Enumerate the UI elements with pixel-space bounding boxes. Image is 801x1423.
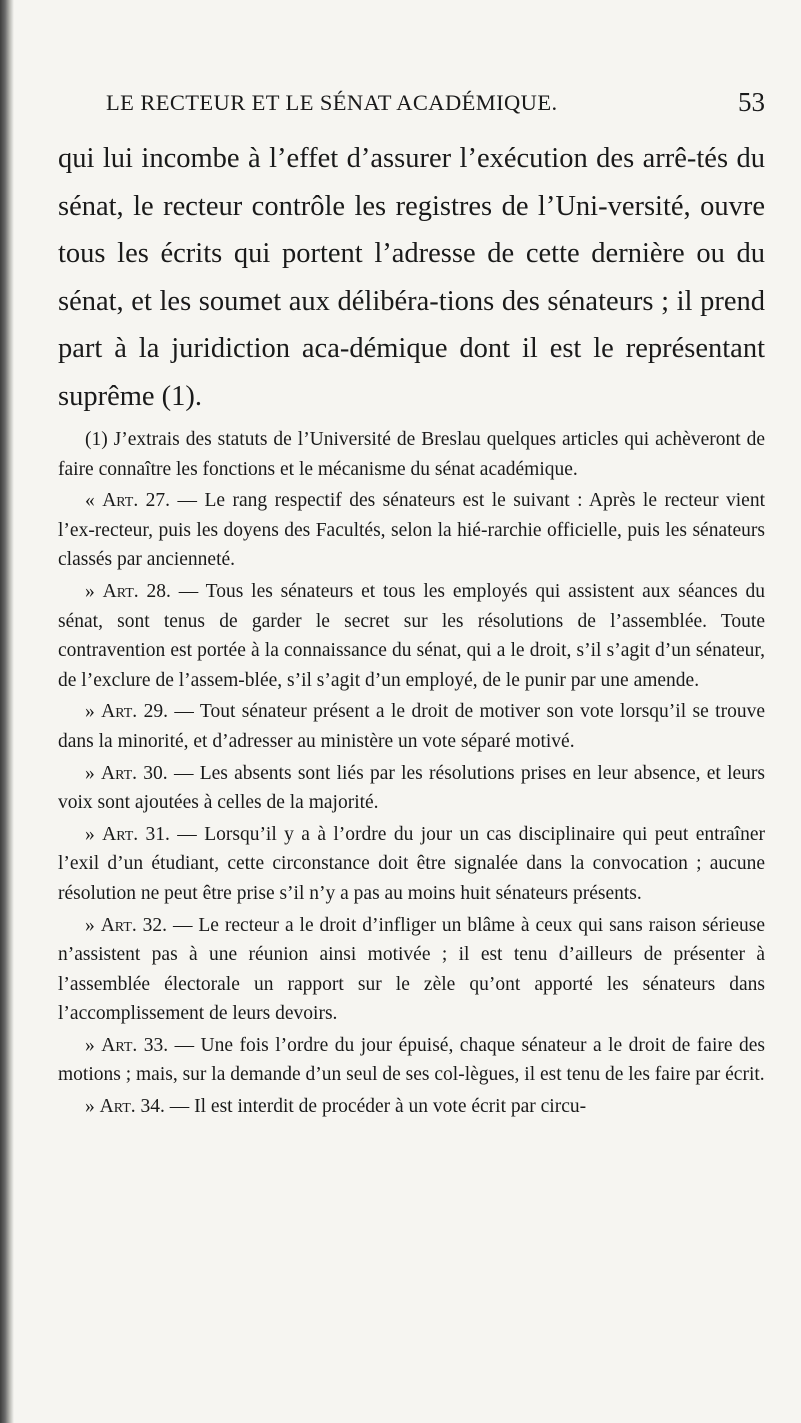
article-label: Art. 27. <box>102 490 171 512</box>
article-label: Art. 29. <box>101 701 168 723</box>
footnote-article <box>58 697 765 756</box>
article-label: Art. 33. <box>101 1034 169 1056</box>
running-head <box>50 87 765 130</box>
article-text: — Lorsqu’il y a à l’ordre du jour un cas disciplinaire qui peut entraîner l’exil d’un étudiant, cette circonstance doit être signalée dans la convocation ; aucune résolution ne peut être prise s’il n’y a pas au moins huit sénateurs présents. <box>58 823 765 904</box>
article-label: Art. 31. <box>102 823 170 845</box>
article-label: Art. 32. <box>100 914 168 936</box>
footnote-article <box>58 759 765 818</box>
article-text: — Il est interdit de procéder à un vote écrit par circu- <box>164 1096 587 1118</box>
article-text: — Le recteur a le droit d’infliger un blâme à ceux qui sans raison sérieuse n’assistent pas à une réunion ainsi motivée ; il est tenu d’ailleurs de présenter à l’assemblée électorale un rapport sur le zèle qu’ont apporté les sénateurs dans l’accomplissement de leurs devoirs. <box>58 914 766 1025</box>
footnote-article <box>58 486 765 575</box>
page-number: 53 <box>738 87 765 117</box>
footnote-article <box>58 577 765 695</box>
article-label: Art. 34. <box>99 1096 165 1118</box>
footnote-intro: (1) J’extrais des statuts de l’Université de Breslau quelques articles qui achèveront de faire connaître les fonctions et le mécanisme du sénat académique. <box>58 429 765 480</box>
running-title: LE RECTEUR ET LE SÉNAT ACADÉMIQUE. <box>106 90 558 115</box>
page-binding-edge <box>0 0 14 1423</box>
book-page <box>50 0 765 1423</box>
article-quote-mark: » <box>85 823 103 845</box>
footnote-article <box>58 820 765 909</box>
article-quote-mark: » <box>85 701 102 723</box>
footnote-article <box>58 1092 765 1122</box>
article-text: — Les absents sont liés par les résolutions prises en leur absence, et leurs voix sont ajoutées à celles de la majorité. <box>58 762 766 814</box>
article-text: — Tout sénateur présent a le droit de motiver son vote lorsqu’il se trouve dans la minorité, et d’adresser au ministère un vote séparé motivé. <box>58 701 766 752</box>
article-quote-mark: « <box>85 490 103 512</box>
article-label: Art. 28. <box>102 580 171 602</box>
article-text: — Le rang respectif des sénateurs est le suivant : Après le recteur vient l’ex-recteur, puis les doyens des Facultés, selon la hié-rarchie officielle, puis les sénateurs classés par ancienneté. <box>58 490 766 571</box>
article-quote-mark: » <box>85 580 103 602</box>
footnote-article <box>58 911 765 1029</box>
footnote-block <box>58 425 765 1124</box>
article-quote-mark: » <box>85 762 102 784</box>
article-label: Art. 30. <box>101 762 168 784</box>
article-quote-mark: » <box>85 914 101 936</box>
article-quote-mark: » <box>85 1096 100 1118</box>
article-text: — Tous les sénateurs et tous les employés qui assistent aux séances du sénat, sont tenus de garder le secret sur les résolutions de l’assemblée. Toute contravention est portée à la connaissance du sénat, qui a le droit, s’il s’agit d’un sénateur, de l’exclure de l’assem-blée, s’il s’agit d’un employé, de le punir par une amende. <box>58 580 766 691</box>
article-quote-mark: » <box>85 1034 102 1056</box>
article-text: — Une fois l’ordre du jour épuisé, chaque sénateur a le droit de faire des motions ; mais, sur la demande d’un seul de ses col-lègues, il est tenu de les faire par écrit. <box>58 1034 765 1086</box>
footnote-article <box>58 1031 765 1090</box>
main-paragraph: qui lui incombe à l’effet d’assurer l’exécution des arrê-tés du sénat, le recteur contrôle les registres de l’Uni-versité, ouvre tous les écrits qui portent l’adresse de cette dernière ou du sénat, et les soumet aux délibéra-tions des sénateurs ; il prend part à la juridiction aca-démique dont il est le représentant suprême (1). <box>58 143 765 412</box>
